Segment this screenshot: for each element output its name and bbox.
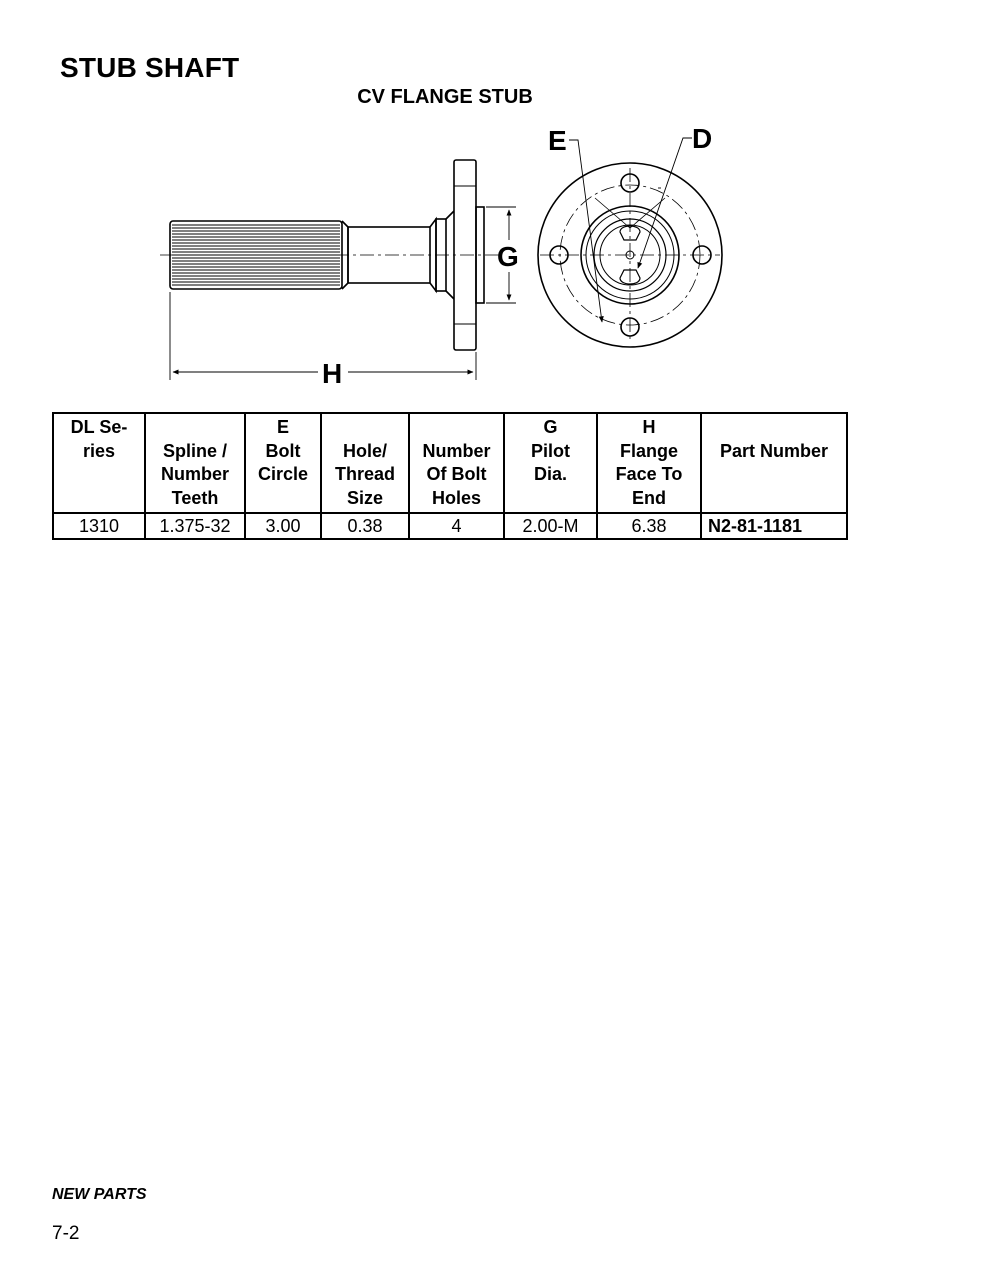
cell-bolt-circle: 3.00 (245, 513, 321, 539)
cell-pilot-dia: 2.00-M (504, 513, 597, 539)
header-dl-series: DL Se- ries (53, 413, 145, 513)
header-spline-number-teeth: Spline / Number Teeth (145, 413, 245, 513)
stub-shaft-drawing (0, 0, 986, 410)
e-dimension-label: E (548, 125, 567, 156)
g-dimension-label: G (497, 241, 519, 272)
cell-number-of-bolt-holes: 4 (409, 513, 504, 539)
parts-table (52, 412, 848, 540)
table-header-row (53, 413, 847, 513)
cell-dl-series: 1310 (53, 513, 145, 539)
header-flange-face-to-end: H Flange Face To End (597, 413, 701, 513)
drawing-title: CV FLANGE STUB (357, 86, 533, 108)
h-dimension-label: H (322, 358, 343, 389)
header-bolt-circle: E Bolt Circle (245, 413, 321, 513)
page-number: 7-2 (52, 1223, 80, 1244)
d-dimension-label: D (692, 123, 713, 154)
page-title: STUB SHAFT (60, 52, 240, 83)
header-number-of-bolt-holes: Number Of Bolt Holes (409, 413, 504, 513)
cell-flange-face-to-end: 6.38 (597, 513, 701, 539)
footer-label: NEW PARTS (52, 1186, 147, 1203)
e-leader (569, 140, 602, 322)
header-part-number: Part Number (701, 413, 847, 513)
cell-hole-thread-size: 0.38 (321, 513, 409, 539)
header-hole-thread-size: Hole/ Thread Size (321, 413, 409, 513)
header-pilot-dia: G Pilot Dia. (504, 413, 597, 513)
table-row (53, 513, 847, 539)
cell-spline-number-teeth: 1.375-32 (145, 513, 245, 539)
end-view (538, 138, 722, 347)
side-view (160, 160, 516, 380)
cell-part-number: N2-81-1181 (701, 513, 847, 539)
